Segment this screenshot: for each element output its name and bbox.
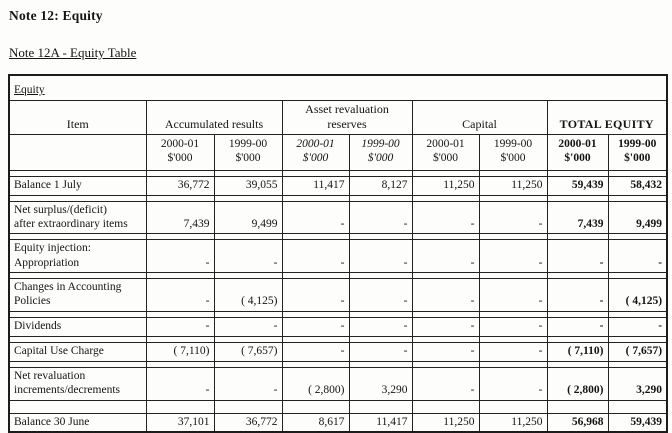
value-cell: 36,772 xyxy=(214,413,282,432)
page-subtitle: Note 12A - Equity Table xyxy=(9,45,137,60)
value-cell: 7,439 xyxy=(547,201,608,234)
table-row xyxy=(9,240,667,273)
spacer-cell xyxy=(146,400,214,413)
row-label: Net surplus/(deficit) after extraordinary items xyxy=(9,201,146,234)
spacer-cell xyxy=(349,400,412,413)
unit-label: $'000 xyxy=(367,152,394,164)
value-cell: 11,250 xyxy=(412,413,479,432)
year-header-cell xyxy=(282,134,349,170)
year-label: 2000-01 xyxy=(160,137,200,150)
value-cell: 8,617 xyxy=(282,413,349,432)
group-header-row xyxy=(9,100,667,134)
value-cell: - xyxy=(214,367,282,400)
value-cell: - xyxy=(479,342,547,361)
year-label: 1999-00 xyxy=(228,137,268,150)
year-header-cell xyxy=(479,134,547,170)
value-cell: - xyxy=(349,317,412,336)
row-label: Dividends xyxy=(9,317,146,336)
year-label: 1999-00 xyxy=(361,137,400,150)
value-cell: 11,417 xyxy=(349,413,412,432)
table-row xyxy=(9,201,667,234)
unit-label: $'000 xyxy=(624,152,651,164)
table-row xyxy=(9,413,667,432)
value-cell: - xyxy=(412,279,479,312)
unit-label: $'000 xyxy=(500,152,526,164)
unit-label: $'000 xyxy=(302,152,329,164)
value-cell: ( 4,125) xyxy=(214,279,282,312)
year-label: 1999-00 xyxy=(493,137,533,150)
year-label: 2000-01 xyxy=(558,137,597,150)
value-cell: - xyxy=(349,342,412,361)
equity-table xyxy=(8,74,668,433)
value-cell: - xyxy=(146,240,214,273)
value-cell: - xyxy=(282,201,349,234)
value-cell: 9,499 xyxy=(214,201,282,234)
value-cell: - xyxy=(479,317,547,336)
unit-label: $'000 xyxy=(432,152,459,164)
value-cell: ( 7,110) xyxy=(547,342,608,361)
row-label: Changes in Accounting Policies xyxy=(9,279,146,312)
row-label: Balance 30 June xyxy=(9,413,146,432)
value-cell: 39,055 xyxy=(214,176,282,195)
value-cell: - xyxy=(608,317,667,336)
value-cell: - xyxy=(146,367,214,400)
spacer-cell xyxy=(547,400,608,413)
value-cell: - xyxy=(412,317,479,336)
value-cell: ( 7,657) xyxy=(608,342,667,361)
year-header-cell xyxy=(547,134,608,170)
value-cell: 9,499 xyxy=(608,201,667,234)
table-caption-text: Equity xyxy=(14,84,45,97)
value-cell: 3,290 xyxy=(349,367,412,400)
value-cell: - xyxy=(349,279,412,312)
year-header-cell xyxy=(608,134,667,170)
value-cell: 11,250 xyxy=(412,176,479,195)
value-cell: ( 7,657) xyxy=(214,342,282,361)
unit-label: $'000 xyxy=(564,152,591,164)
value-cell: 59,439 xyxy=(547,176,608,195)
year-label: 2000-01 xyxy=(296,137,335,150)
spacer-row xyxy=(9,400,667,413)
spacer-cell xyxy=(608,400,667,413)
value-cell: - xyxy=(349,201,412,234)
page-title: Note 12: Equity xyxy=(9,8,103,23)
spacer-cell xyxy=(282,400,349,413)
table-row xyxy=(9,367,667,400)
value-cell: 37,101 xyxy=(146,413,214,432)
unit-label: $'000 xyxy=(167,152,193,164)
value-cell: - xyxy=(608,240,667,273)
row-label: Net revaluation increments/decrements xyxy=(9,367,146,400)
table-row xyxy=(9,176,667,195)
spacer-cell xyxy=(412,400,479,413)
value-cell: - xyxy=(282,279,349,312)
year-header-cell xyxy=(214,134,282,170)
row-label: Equity injection: Appropriation xyxy=(9,240,146,273)
spacer-cell xyxy=(214,400,282,413)
value-cell: 11,250 xyxy=(479,413,547,432)
spacer-cell xyxy=(479,400,547,413)
value-cell: - xyxy=(146,317,214,336)
value-cell: - xyxy=(412,367,479,400)
value-cell: - xyxy=(479,240,547,273)
value-cell: - xyxy=(282,342,349,361)
group-header-asset-revaluation-reserves: Asset revaluation reserves xyxy=(282,100,412,134)
item-column-header: Item xyxy=(9,100,146,134)
value-cell: 11,417 xyxy=(282,176,349,195)
value-cell: ( 2,800) xyxy=(547,367,608,400)
value-cell: ( 7,110) xyxy=(146,342,214,361)
row-label: Capital Use Charge xyxy=(9,342,146,361)
value-cell: 56,968 xyxy=(547,413,608,432)
year-label: 2000-01 xyxy=(426,137,465,150)
value-cell: - xyxy=(146,279,214,312)
value-cell: 11,250 xyxy=(479,176,547,195)
value-cell: - xyxy=(282,240,349,273)
value-cell: ( 4,125) xyxy=(608,279,667,312)
value-cell: 7,439 xyxy=(146,201,214,234)
value-cell: - xyxy=(547,279,608,312)
group-header-total-equity: TOTAL EQUITY xyxy=(547,100,667,134)
table-row xyxy=(9,317,667,336)
value-cell: - xyxy=(479,367,547,400)
year-header-cell xyxy=(146,134,214,170)
value-cell: - xyxy=(547,317,608,336)
year-header-cell xyxy=(349,134,412,170)
year-header-blank-cell xyxy=(9,134,146,170)
table-row xyxy=(9,279,667,312)
caption-row xyxy=(9,75,667,100)
value-cell: - xyxy=(412,342,479,361)
value-cell: - xyxy=(479,279,547,312)
unit-label: $'000 xyxy=(235,152,261,164)
value-cell: 36,772 xyxy=(146,176,214,195)
table-row xyxy=(9,342,667,361)
value-cell: - xyxy=(412,240,479,273)
value-cell: 3,290 xyxy=(608,367,667,400)
group-header-capital: Capital xyxy=(412,100,547,134)
value-cell: 8,127 xyxy=(349,176,412,195)
value-cell: - xyxy=(412,201,479,234)
year-label: 1999-00 xyxy=(618,137,657,150)
year-header-cell xyxy=(412,134,479,170)
year-header-row xyxy=(9,134,667,170)
value-cell: - xyxy=(214,317,282,336)
value-cell: - xyxy=(282,317,349,336)
group-header-accumulated-results: Accumulated results xyxy=(146,100,282,134)
value-cell: 59,439 xyxy=(608,413,667,432)
value-cell: ( 2,800) xyxy=(282,367,349,400)
value-cell: - xyxy=(547,240,608,273)
spacer-cell xyxy=(9,400,146,413)
value-cell: 58,432 xyxy=(608,176,667,195)
value-cell: - xyxy=(214,240,282,273)
value-cell: - xyxy=(479,201,547,234)
row-label: Balance 1 July xyxy=(9,176,146,195)
value-cell: - xyxy=(349,240,412,273)
table-caption xyxy=(9,75,667,100)
